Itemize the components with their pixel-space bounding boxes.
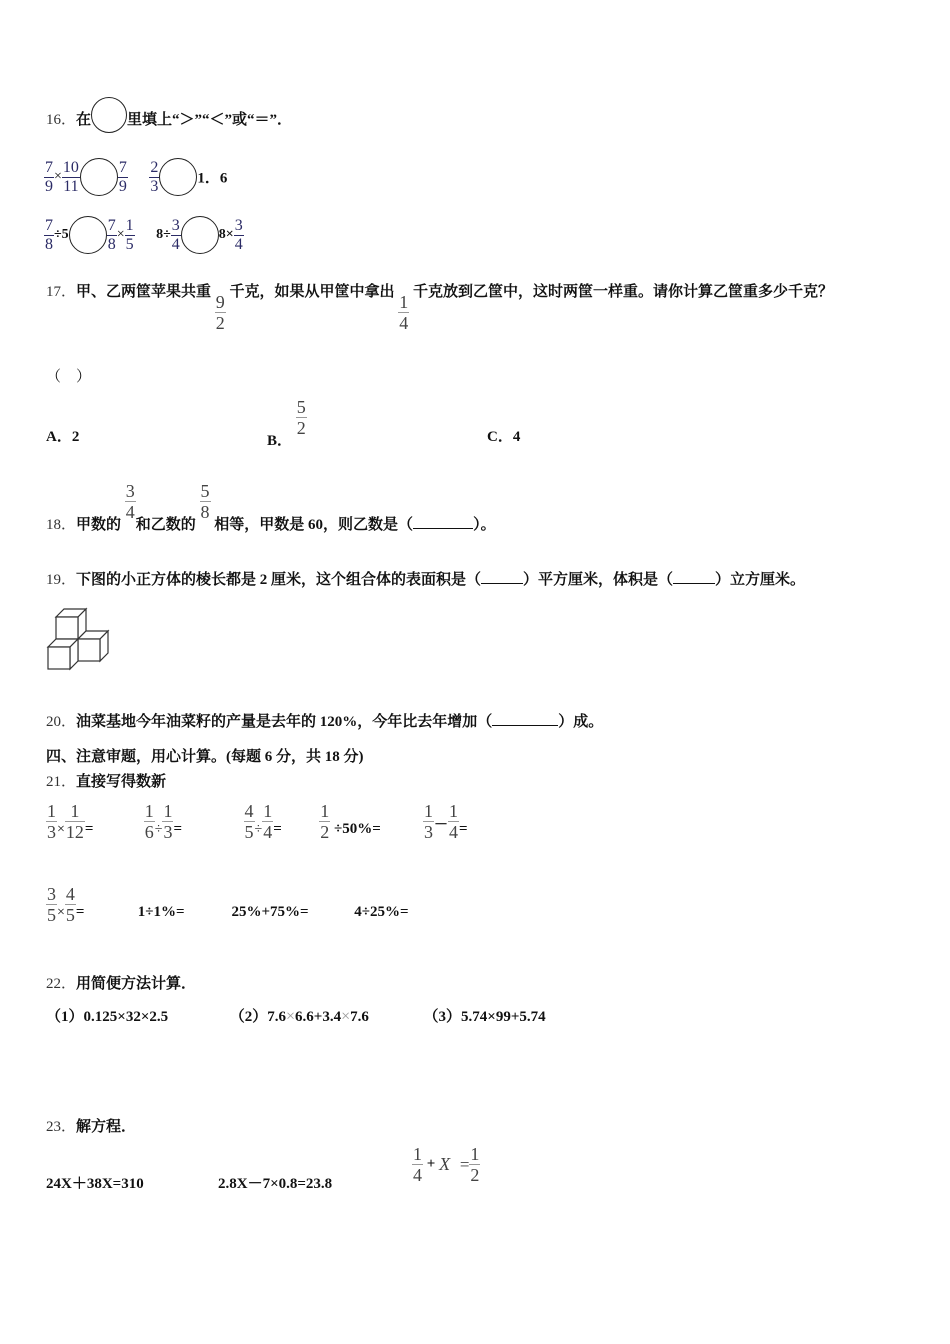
q21-number: 21． [46,774,77,790]
option-b[interactable] [267,398,307,450]
option-label: B． [267,432,293,449]
fraction: $\frac{1}{4}$ [399,292,409,333]
q16-instruction: 里填上“＞”“＜”或“＝”． [127,112,293,128]
fraction: $\frac{1}{3}$ [424,801,433,842]
fraction: $\frac{2}{3}$ [150,158,159,195]
q23-title: 解方程． [76,1119,137,1135]
q16-header [46,108,292,133]
fraction: $\frac{1}{4}$ [449,801,458,842]
answer-circle[interactable] [181,216,219,254]
answer-circle[interactable] [159,158,197,196]
q21-title: 直接写得数新 [76,774,167,790]
fraction: $\frac{1}{6}$ [144,801,154,842]
fraction: $\frac{3}{4}$ [171,216,180,253]
q18-text: 相等，甲数是 60，则乙数是（ [214,516,414,533]
q21-header [46,770,166,791]
calc-item: $\frac{3}{5}$ × $\frac{4}{5}$ = [47,884,85,925]
calc-item: 1÷1%= [137,903,185,920]
calc-item: 4÷25%= [354,903,409,920]
equation-2: 2.8X－7×0.8=23.8 [218,1176,333,1192]
fraction: $\frac{1}{3}$ [163,801,173,842]
q21-row2 [46,885,409,924]
calc-item: $\frac{1}{3}$ － $\frac{1}{4}$ = [424,801,468,842]
q21-row1 [46,802,468,841]
fraction: $\frac{1}{2}$ [470,1144,480,1185]
expression-text: 8÷ [156,227,171,242]
calc-item: $\frac{1}{2}$ ÷50%= [320,801,381,842]
fraction: $\frac{9}{2}$ [215,292,225,333]
fraction: $\frac{3}{5}$ [47,884,56,925]
q16-row2 [44,216,244,254]
q19-text: ）立方厘米。 [715,572,806,588]
fraction: $\frac{3}{4}$ [234,216,243,253]
value-text: 1．6 [197,170,228,187]
fraction: $\frac{1}{4}$ [263,801,273,842]
section-title: 四、注意审题，用心计算。(每题 6 分，共 18 分) [46,749,364,765]
q19-question [46,568,805,589]
circle-blank-icon [91,97,127,133]
equation-3: $\frac{1}{4}$ + X = $\frac{1}{2}$ [413,1144,480,1185]
fraction: $\frac{7}{8}$ [107,216,116,253]
answer-circle[interactable] [80,158,118,196]
q18-text: 甲数的 [76,516,122,533]
fraction: $\frac{1}{3}$ [47,801,56,842]
times-icon: × [341,1008,351,1025]
q17-question [46,280,833,332]
q16-prefix: 在 [76,112,92,128]
q17-text: 千克放到乙筐中，这时两筐一样重。请你计算乙筐重多少千克？ [413,284,834,300]
q17-text: 千克，如果从甲筐中拿出 [229,284,395,300]
q18-text: ）。 [473,516,496,533]
times-operator: × [54,169,62,184]
q19-number: 19． [46,572,77,588]
q20-text: ）成。 [558,714,604,730]
fraction: $\frac{3}{4}$ [125,481,135,522]
answer-blank[interactable] [492,713,558,726]
fraction: $\frac{4}{5}$ [244,801,254,842]
fraction: $\frac{5}{2}$ [296,397,306,438]
fraction: $\frac{1}{4}$ [413,1144,422,1185]
answer-parentheses[interactable]: （ ） [46,369,92,385]
q18-number: 18． [46,516,77,533]
times-operator: × [116,227,125,242]
option-value: 4 [512,429,521,445]
calc-item: $\frac{4}{5}$ ÷ $\frac{1}{4}$ = [244,801,282,842]
fraction: $\frac{7}{9}$ [45,158,53,195]
q16-number: 16． [46,112,77,128]
calc-item: $\frac{1}{3}$ × $\frac{1}{12}$ = [47,801,94,842]
calc-item: （3）5.74×99+5.74 [423,1009,546,1025]
q23-header [46,1115,136,1136]
option-a[interactable] [46,425,79,446]
volume-blank[interactable] [673,571,715,584]
calc-item: 25%+75%= [231,903,309,920]
equation-1: 24X＋38X=310 [46,1176,144,1192]
divide-operator: ÷5 [54,227,69,242]
cube-assembly-figure [44,605,112,675]
fraction: $\frac{5}{8}$ [200,481,210,522]
q20-number: 20． [46,714,77,730]
surface-area-blank[interactable] [481,571,523,584]
times-icon: × [286,1008,296,1025]
q20-text: 油菜基地今年油菜籽的产量是去年的 120%，今年比去年增加（ [76,714,493,730]
fraction: $\frac{4}{5}$ [65,884,75,925]
q22-header [46,972,196,993]
cube-assembly-icon [44,605,112,675]
option-value: 2 [71,429,80,445]
option-label: C． [487,429,513,445]
q17-number: 17． [46,284,77,300]
option-c[interactable] [487,425,520,446]
option-label: A． [46,429,72,445]
q18-text: 和乙数的 [135,516,196,533]
calc-item: （1）0.125×32×2.5 [46,1009,169,1025]
answer-circle[interactable] [69,216,107,254]
answer-blank[interactable] [413,516,473,529]
fraction: $\frac{10}{11}$ [62,158,79,195]
fraction: $\frac{7}{8}$ [45,216,53,253]
q23-number: 23． [46,1119,77,1135]
q22-items [46,1005,546,1026]
fraction: $\frac{7}{9}$ [118,158,127,195]
q17-text: 甲、乙两筐苹果共重 [76,284,212,300]
calc-item: （2）7.6×6.6+3.4×7.6 [229,1008,369,1025]
q20-question [46,710,603,731]
expression-text: 8× [218,227,234,242]
q18-question [46,482,496,534]
fraction: $\frac{1}{2}$ [320,801,330,842]
fraction: $\frac{1}{12}$ [65,801,84,842]
q19-text: ）平方厘米，体积是（ [523,572,674,588]
q16-row1 [44,158,227,196]
q19-text: 下图的小正方体的棱长都是 2 厘米，这个组合体的表面积是（ [76,572,482,588]
calc-item: $\frac{1}{6}$ ÷ $\frac{1}{3}$ = [144,801,182,842]
q22-number: 22． [46,976,77,992]
q22-title: 用简便方法计算． [76,976,197,992]
fraction: $\frac{1}{5}$ [125,216,134,253]
